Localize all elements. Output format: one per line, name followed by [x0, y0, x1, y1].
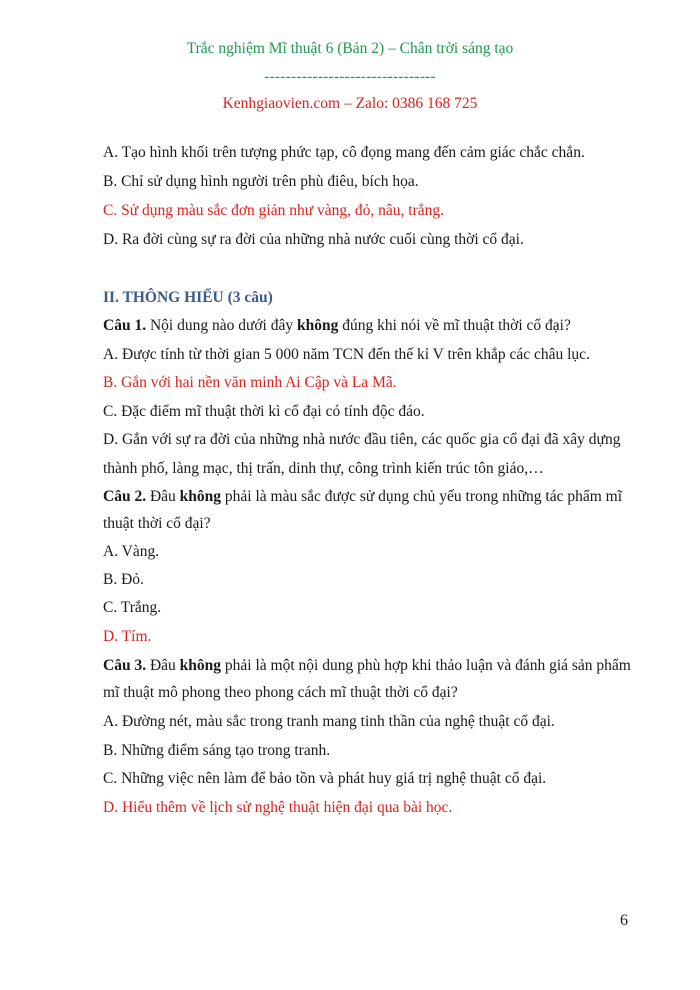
- question-2: [103, 487, 622, 507]
- question-2-text-pre: Đâu: [146, 488, 180, 505]
- question-2-text-post: phải là màu sắc được sử dụng chủ yếu trong những tác phẩm mĩ: [221, 488, 623, 505]
- q3-option-d-correct: D. Hiểu thêm về lịch sử nghệ thuật hiện đại qua bài học.: [103, 799, 453, 816]
- header-site: Kenhgiaovien.com – Zalo: 0386 168 725: [222, 95, 478, 112]
- prev-option-a: A. Tạo hình khối trên tượng phức tạp, cô đọng mang đến cảm giác chắc chắn.: [103, 144, 585, 161]
- q1-option-d-cont: thành phố, làng mạc, thị trấn, dinh thự, công trình kiến trúc tôn giáo,…: [103, 460, 544, 477]
- question-3-label: Câu 3.: [103, 657, 147, 674]
- question-3-keyword: không: [179, 657, 222, 674]
- question-1-label: Câu 1.: [103, 317, 147, 334]
- q2-option-c: C. Trắng.: [103, 599, 162, 616]
- q3-option-a: A. Đường nét, màu sắc trong tranh mang tinh thần của nghệ thuật cổ đại.: [103, 713, 555, 730]
- prev-option-c-correct: C. Sử dụng màu sắc đơn giản như vàng, đỏ, nâu, trắng.: [103, 202, 444, 219]
- question-3-cont: mĩ thuật mô phong theo phong cách mĩ thuật thời cổ đại?: [103, 684, 458, 701]
- prev-option-b: B. Chỉ sử dụng hình người trên phù điêu, bích họa.: [103, 173, 419, 190]
- question-2-cont: thuật thời cổ đại?: [103, 515, 211, 532]
- q1-option-b-correct: B. Gắn với hai nền văn minh Ai Cập và La Mã.: [103, 374, 397, 391]
- question-3-text-pre: Đâu: [146, 657, 180, 674]
- question-1-text-pre: Nội dung nào dưới đây: [146, 317, 297, 334]
- page-number: 6: [620, 912, 628, 929]
- prev-option-d: D. Ra đời cùng sự ra đời của những nhà nước cuối cùng thời cổ đại.: [103, 231, 524, 248]
- header-title: Trắc nghiệm Mĩ thuật 6 (Bản 2) – Chân trời sáng tạo: [186, 40, 514, 57]
- question-1-keyword: không: [297, 317, 339, 334]
- q3-option-b: B. Những điểm sáng tạo trong tranh.: [103, 742, 331, 759]
- question-2-label: Câu 2.: [103, 488, 147, 505]
- q1-option-d: D. Gắn với sự ra đời của những nhà nước đầu tiên, các quốc gia cổ đại đã xây dựng: [103, 431, 621, 448]
- question-3-text-post: phải là một nội dung phù hợp khi thảo luận và đánh giá sản phẩm: [221, 657, 631, 674]
- question-1-text-post: đúng khi nói về mĩ thuật thời cổ đại?: [338, 317, 571, 334]
- q2-option-a: A. Vàng.: [103, 543, 160, 560]
- q2-option-d-correct: D. Tím.: [103, 628, 152, 645]
- section-heading: II. THÔNG HIỂU (3 câu): [103, 289, 273, 306]
- q3-option-c: C. Những việc nên làm để bảo tồn và phát huy giá trị nghệ thuật cổ đại.: [103, 770, 547, 787]
- question-1: [103, 316, 571, 336]
- question-2-keyword: không: [179, 488, 222, 505]
- q2-option-b: B. Đỏ.: [103, 571, 144, 588]
- q1-option-c: C. Đặc điểm mĩ thuật thời kì cổ đại có tính độc đáo.: [103, 403, 425, 420]
- header-divider: --------------------------------: [264, 68, 436, 85]
- question-3: [103, 656, 631, 676]
- q1-option-a: A. Được tính từ thời gian 5 000 năm TCN đến thế kỉ V trên khắp các châu lục.: [103, 346, 590, 363]
